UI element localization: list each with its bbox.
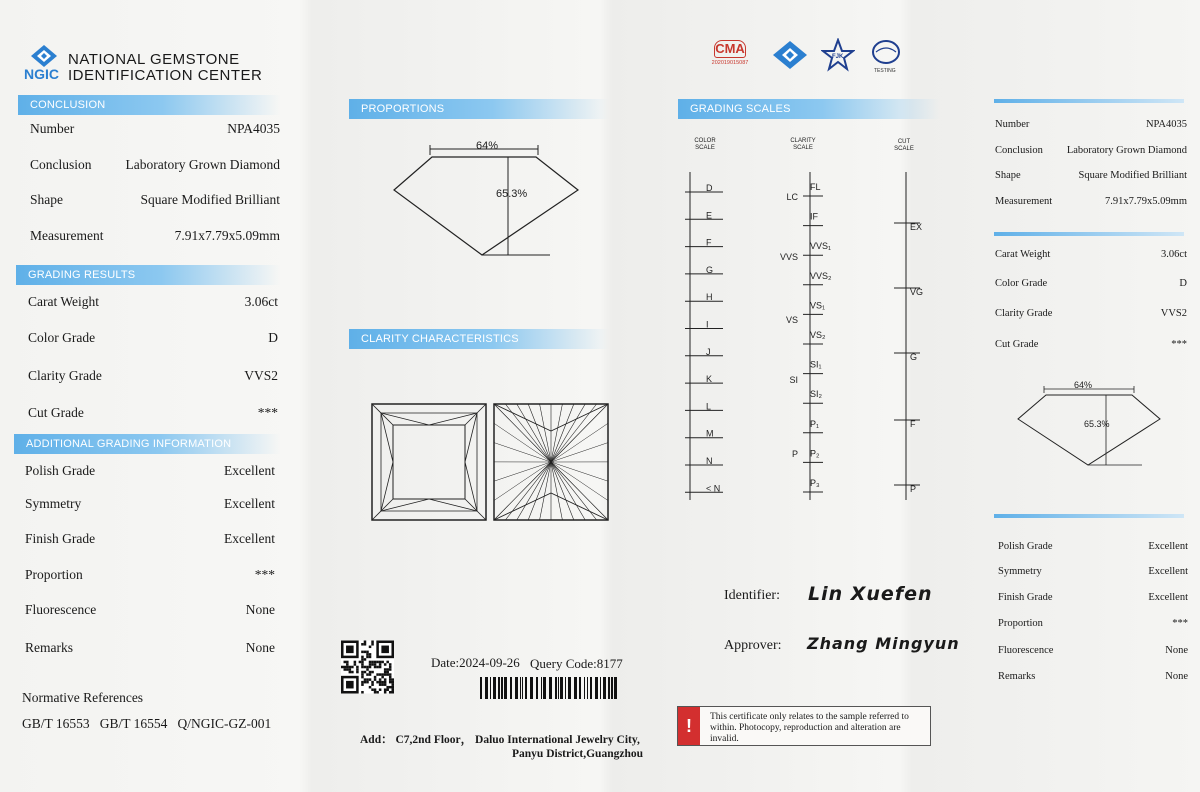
warning-icon: ! [678, 707, 700, 745]
summary-bottom-row [998, 671, 1188, 689]
field-label: Polish Grade [998, 541, 1053, 552]
summary-depth-label: 65.3% [1084, 419, 1110, 429]
scale-label: CLARITY [790, 138, 816, 144]
field-value: VVS2 [1160, 308, 1187, 319]
logo-abbr: NGIC [24, 66, 59, 82]
scale-label: SCALE [793, 145, 813, 151]
identifier-label: Identifier: [724, 588, 780, 603]
qr-code-icon [341, 640, 394, 694]
summary-top-row [995, 119, 1187, 137]
scale-label: G [706, 264, 714, 275]
additional-row [25, 463, 275, 481]
scale-label: FL [810, 182, 821, 192]
scale-label: COLOR [694, 138, 716, 144]
field-value: NPA4035 [1145, 119, 1187, 130]
field-label: Conclusion [30, 157, 92, 172]
qr-code [341, 640, 394, 694]
section-grading-scales: GRADING SCALES [678, 99, 940, 119]
field-value: None [1165, 645, 1188, 656]
scale-label: D [706, 183, 713, 193]
scale-label: SCALE [894, 146, 914, 152]
field-label: Color Grade [995, 278, 1048, 289]
scale-label: M [706, 428, 714, 439]
field-label: Proportion [998, 618, 1043, 629]
section-conclusion: CONCLUSION [18, 95, 280, 115]
scale-label: CUT [897, 139, 911, 145]
ilac-testing-label: TESTING [874, 68, 896, 74]
field-value: Laboratory Grown Diamond [125, 157, 280, 172]
field-value: D [1179, 278, 1187, 289]
fjk-label: FJK [832, 54, 844, 60]
grading-scales-chart [680, 130, 940, 505]
proportion-diagram [390, 135, 630, 260]
scale-label: K [706, 374, 713, 385]
org-name-line2: IDENTIFICATION CENTER [68, 67, 263, 84]
field-label: Proportion [25, 567, 83, 582]
scale-label: SI₂ [810, 389, 822, 400]
conclusion-row [30, 228, 280, 246]
section-additional-info: ADDITIONAL GRADING INFORMATION [14, 434, 280, 454]
field-value: Excellent [224, 496, 275, 511]
field-value: Square Modified Brilliant [1078, 170, 1187, 181]
summary-bottom-row [998, 566, 1188, 584]
summary-top-row [995, 170, 1187, 188]
scale-label: E [706, 210, 713, 221]
field-value: Excellent [1148, 592, 1188, 603]
scale-label: LC [786, 192, 798, 202]
field-value: Excellent [224, 531, 275, 546]
field-label: Remarks [998, 671, 1036, 682]
scale-label: VG [910, 287, 924, 297]
scale-label: H [706, 292, 713, 303]
summary-mid-row [995, 278, 1187, 296]
scale-label: VS [785, 315, 798, 325]
conclusion-row [30, 157, 280, 175]
panel-summary [980, 0, 1200, 792]
field-label: Conclusion [995, 145, 1043, 156]
field-value: Excellent [1148, 566, 1188, 577]
approver-signature: Zhang Mingyun [807, 634, 960, 653]
scale-label: F [706, 237, 712, 248]
summary-proportion-diagram [1016, 377, 1166, 472]
cma-logo: CMA [715, 41, 745, 56]
field-label: Carat Weight [995, 249, 1051, 260]
summary-mid-row [995, 308, 1187, 326]
identifier-signature: Lin Xuefen [808, 583, 933, 605]
field-value: *** [1171, 339, 1187, 350]
cma-mark [708, 40, 752, 70]
field-label: Number [995, 119, 1030, 130]
scale-label: IF [810, 211, 818, 222]
scale-label: P₃ [810, 478, 820, 488]
field-value: *** [254, 567, 275, 582]
grading_results-row [28, 405, 278, 423]
field-value: *** [257, 405, 278, 420]
scale-label: J [706, 346, 711, 357]
crown-plot-diagram [371, 403, 487, 521]
field-label: Carat Weight [28, 294, 100, 309]
scale-label: VS₁ [810, 300, 826, 311]
scale-label: EX [910, 222, 923, 232]
field-label: Symmetry [25, 496, 82, 511]
field-label: Color Grade [28, 330, 96, 345]
summary-bottom-row [998, 541, 1188, 559]
field-label: Measurement [30, 228, 104, 243]
panel-results [0, 0, 300, 792]
ngic-diamond-mark-icon [772, 40, 808, 70]
scale-label: < N [706, 483, 721, 494]
normative-title: Normative References [22, 690, 144, 705]
field-value: None [245, 640, 275, 655]
scale-label: P₂ [810, 448, 820, 459]
scale-label: SI₁ [810, 359, 822, 370]
field-value: Square Modified Brilliant [140, 192, 280, 207]
ngic-logo-icon [30, 44, 58, 68]
field-label: Fluorescence [998, 645, 1054, 656]
field-label: Fluorescence [25, 602, 97, 617]
issue-date: Date:2024-09-26 [431, 655, 520, 670]
scale-label: P₁ [810, 418, 820, 429]
grading_results-row [28, 330, 278, 348]
fjk-star-mark-icon [821, 38, 855, 72]
ilac-testing-mark-icon [866, 38, 906, 74]
additional-row [25, 496, 275, 514]
field-label: Clarity Grade [995, 308, 1053, 319]
address-line2: Panyu District,Guangzhou [512, 748, 643, 760]
depth-percent-label: 65.3% [496, 188, 528, 200]
field-value: None [245, 602, 275, 617]
scale-label: SI [789, 375, 798, 385]
additional-row [25, 602, 275, 620]
summary-top-row [995, 145, 1187, 163]
scale-label: G [910, 352, 918, 362]
field-label: Number [30, 121, 75, 136]
field-value: NPA4035 [227, 121, 280, 136]
summary-divider-top [994, 99, 1184, 103]
field-label: Polish Grade [25, 463, 96, 478]
field-value: 3.06ct [1161, 249, 1187, 260]
pavilion-plot-diagram [493, 403, 609, 521]
field-label: Symmetry [998, 566, 1042, 577]
field-value: 7.91x7.79x5.09mm [1105, 196, 1187, 207]
additional-row [25, 640, 275, 658]
summary-bottom-row [998, 592, 1188, 610]
field-label: Finish Grade [998, 592, 1053, 603]
normative-refs: GB/T 16553 GB/T 16554 Q/NGIC-GZ-001 [22, 716, 272, 731]
field-label: Remarks [25, 640, 73, 655]
scale-label: I [706, 319, 709, 330]
field-value: 7.91x7.79x5.09mm [174, 228, 280, 243]
field-value: VVS2 [244, 368, 278, 383]
panel-scales [650, 0, 980, 792]
field-value: Laboratory Grown Diamond [1066, 145, 1187, 156]
field-value: 3.06ct [244, 294, 278, 309]
summary-mid-row [995, 249, 1187, 267]
additional-row [25, 567, 275, 585]
additional-row [25, 531, 275, 549]
scale-label: SCALE [695, 145, 715, 151]
field-label: Shape [30, 192, 63, 207]
cma-number: 202019015087 [711, 60, 749, 66]
section-proportions: PROPORTIONS [349, 99, 609, 119]
disclaimer-text: This certificate only relates to the sample referred to within. Photocopy, reproduction and alteration are invalid. [710, 712, 909, 744]
summary-bottom-row [998, 645, 1188, 663]
scale-label: VS₂ [810, 330, 826, 340]
section-grading-results: GRADING RESULTS [16, 265, 280, 285]
scale-label: VVS₂ [810, 270, 832, 281]
summary-divider-bottom [994, 514, 1184, 518]
summary-top-row [995, 196, 1187, 214]
query-code: Query Code:8177 [530, 656, 623, 671]
disclaimer-box [677, 706, 931, 746]
field-label: Shape [995, 170, 1021, 181]
field-value: None [1165, 671, 1188, 682]
field-label: Cut Grade [28, 405, 84, 420]
table-percent-label: 64% [476, 140, 499, 152]
summary-bottom-row [998, 618, 1188, 636]
scale-label: L [706, 401, 712, 412]
conclusion-row [30, 192, 280, 210]
field-label: Clarity Grade [28, 368, 102, 383]
org-name-line1: NATIONAL GEMSTONE [68, 51, 240, 68]
scale-label: P [791, 449, 798, 459]
field-label: Measurement [995, 196, 1053, 207]
scale-label: VVS₁ [810, 241, 832, 252]
barcode-icon [480, 677, 620, 699]
summary-table-label: 64% [1074, 380, 1093, 390]
summary-mid-row [995, 339, 1187, 357]
field-value: Excellent [224, 463, 275, 478]
summary-divider-mid [994, 232, 1184, 236]
grading_results-row [28, 294, 278, 312]
address-line1: Add： C7,2nd Floor， Daluo International Jewelry City, [360, 734, 640, 746]
scale-label: VVS [779, 252, 798, 262]
scale-label: F [910, 419, 916, 429]
conclusion-row [30, 121, 280, 139]
grading_results-row [28, 368, 278, 386]
scale-label: P [910, 484, 917, 494]
field-value: Excellent [1148, 541, 1188, 552]
field-label: Finish Grade [25, 531, 96, 546]
section-clarity-characteristics: CLARITY CHARACTERISTICS [349, 329, 609, 349]
scale-label: N [706, 456, 713, 466]
panel-diagrams [300, 0, 650, 792]
field-label: Cut Grade [995, 339, 1039, 350]
approver-label: Approver: [724, 638, 782, 653]
field-value: *** [1172, 618, 1188, 629]
field-value: D [268, 330, 278, 345]
